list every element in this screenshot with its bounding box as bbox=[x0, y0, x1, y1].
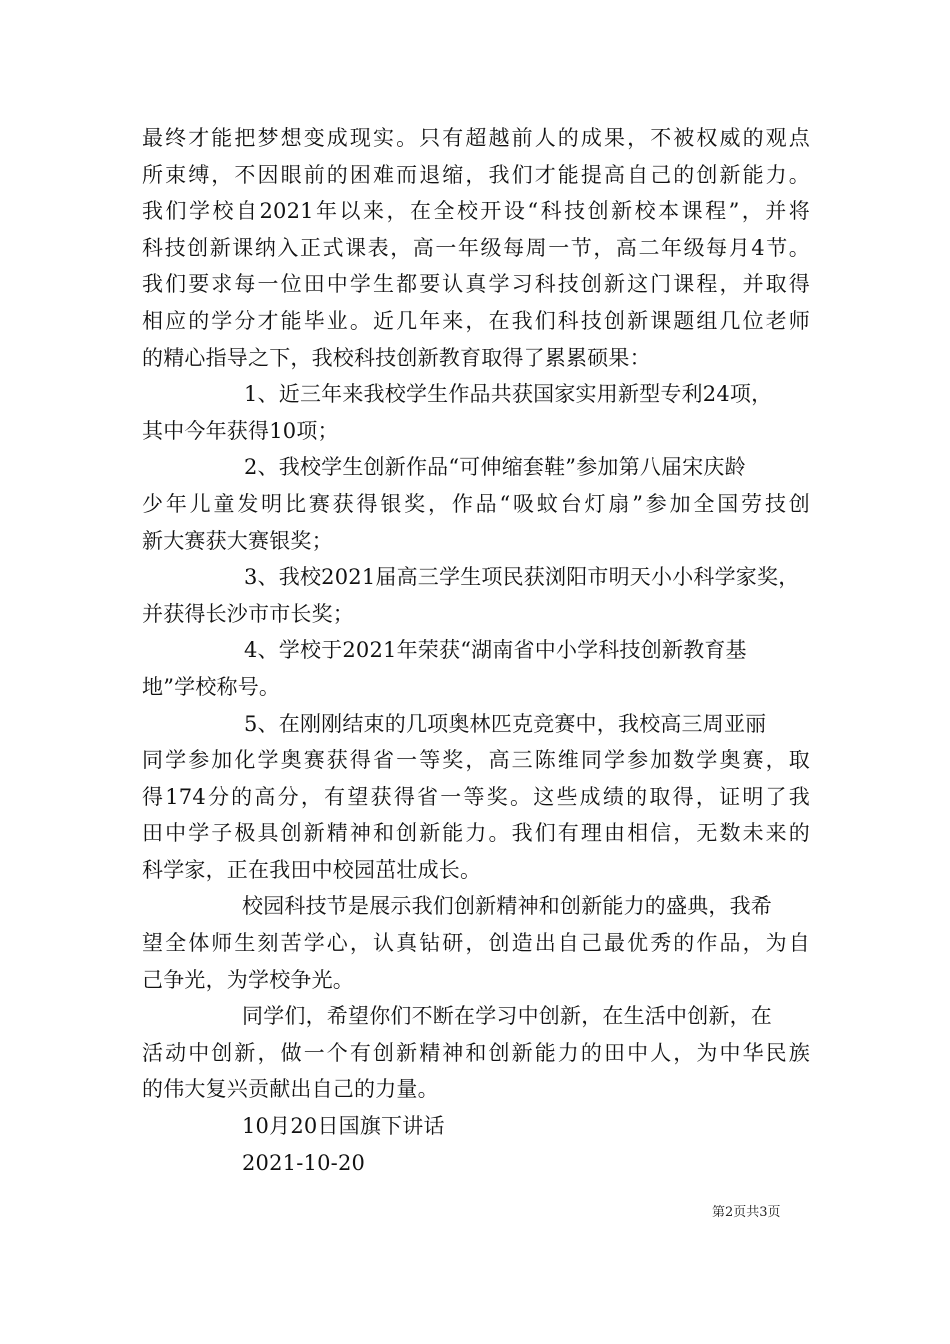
text-line: 科技创新课纳入正式课表，高一年级每周一节，高二年级每月4节。 bbox=[142, 235, 810, 260]
achievement-item-5: 5、在刚刚结束的几项奥林匹克竞赛中，我校高三周亚丽 bbox=[244, 711, 767, 736]
text-line: 最终才能把梦想变成现实。只有超越前人的成果，不被权威的观点 bbox=[142, 126, 810, 150]
text-line: 田中学子极具创新精神和创新能力。我们有理由相信，无数未来的 bbox=[142, 821, 810, 846]
achievement-item-1: 1、近三年来我校学生作品共获国家实用新型专利24项， bbox=[244, 382, 773, 407]
text-line: 少年儿童发明比赛获得银奖，作品“吸蚊台灯扇”参加全国劳技创 bbox=[142, 491, 810, 516]
text-line: 的伟大复兴贡献出自己的力量。 bbox=[142, 1077, 439, 1102]
text-line: 其中今年获得10项； bbox=[142, 418, 339, 443]
text-line: 并获得长沙市市长奖； bbox=[142, 601, 354, 626]
text-line: 相应的学分才能毕业。近几年来，在我们科技创新课题组几位老师 bbox=[142, 308, 810, 333]
text-line: 己争光，为学校争光。 bbox=[142, 967, 354, 992]
text-line: 的精心指导之下，我校科技创新教育取得了累累硕果： bbox=[142, 345, 651, 370]
text-line: 地”学校称号。 bbox=[142, 674, 281, 699]
text-line: 活动中创新，做一个有创新精神和创新能力的田中人，为中华民族 bbox=[142, 1040, 810, 1065]
text-line: 新大赛获大赛银奖； bbox=[142, 528, 333, 553]
speech-title: 10月20日国旗下讲话 bbox=[242, 1114, 445, 1139]
text-line: 我们要求每一位田中学生都要认真学习科技创新这门课程，并取得 bbox=[142, 272, 810, 297]
achievement-item-4: 4、学校于2021年荣获“湖南省中小学科技创新教育基 bbox=[244, 638, 747, 663]
text-line: 得174分的高分，有望获得省一等奖。这些成绩的取得，证明了我 bbox=[142, 784, 810, 809]
text-line: 所束缚，不因眼前的困难而退缩，我们才能提高自己的创新能力。 bbox=[142, 162, 810, 187]
text-line: 望全体师生刻苦学心，认真钻研，创造出自己最优秀的作品，为自 bbox=[142, 931, 810, 956]
page-number: 第2页共3页 bbox=[712, 1205, 781, 1220]
achievement-item-2: 2、我校学生创新作品“可伸缩套鞋”参加第八届宋庆龄 bbox=[244, 455, 746, 480]
text-line: 科学家，正在我田中校园茁壮成长。 bbox=[142, 857, 482, 882]
achievement-item-3: 3、我校2021届高三学生项民获浏阳市明天小小科学家奖， bbox=[244, 565, 800, 590]
text-line: 我们学校自2021年以来，在全校开设“科技创新校本课程”，并将 bbox=[142, 199, 810, 224]
text-line: 同学参加化学奥赛获得省一等奖，高三陈维同学参加数学奥赛，取 bbox=[142, 748, 810, 773]
paragraph-start: 同学们，希望你们不断在学习中创新，在生活中创新，在 bbox=[242, 1004, 772, 1029]
document-body bbox=[142, 120, 810, 1181]
speech-date: 2021-10-20 bbox=[242, 1150, 366, 1175]
paragraph-start: 校园科技节是展示我们创新精神和创新能力的盛典，我希 bbox=[242, 894, 772, 919]
